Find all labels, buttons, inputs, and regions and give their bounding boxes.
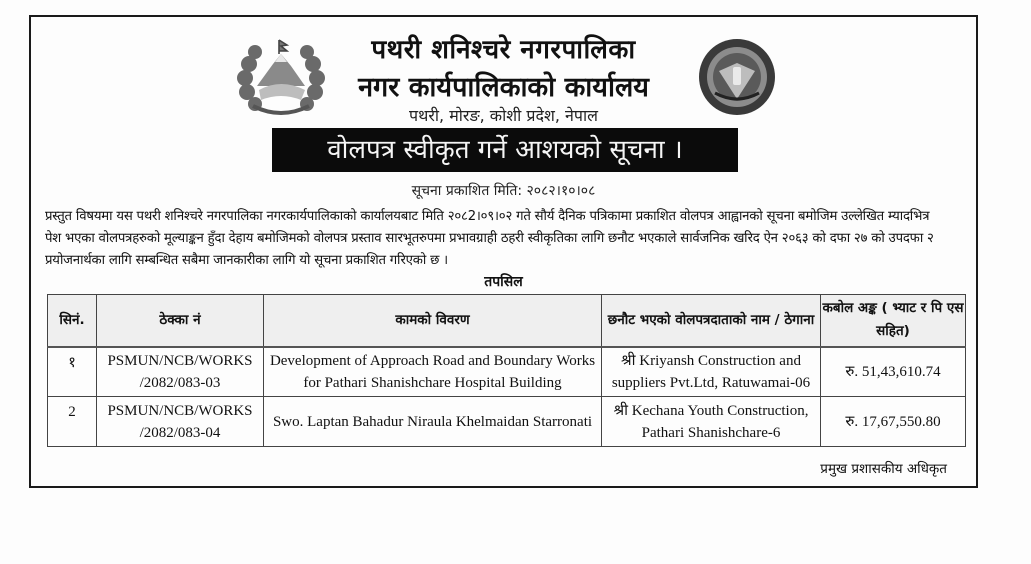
header-bid-amount: कबोल अङ्क ( भ्याट र पि एस सहित) xyxy=(821,295,966,347)
notice-title-banner: वोलपत्र स्वीकृत गर्ने आशयको सूचना । xyxy=(272,128,738,172)
cell-serial-no: 2 xyxy=(48,397,97,447)
notice-body-line: पेश भएका वोलपत्रहरुको मूल्याङ्कन हुँदा देहाय बमोजिमको वोलपत्र प्रस्ताव सारभूतरुपमा प्रभावग्राही ठहरी स्वीकृतिका लागि छनौट भएकाले सार्वजनिक खरिद ऐन २०६३ को दफा २७ को उपदफा २ xyxy=(45,231,934,246)
office-name: नगर कार्यपालिकाको कार्यालय xyxy=(358,72,649,103)
cell-contract-no: PSMUN/NCB/WORKS /2082/083-04 xyxy=(97,397,264,447)
notice-body xyxy=(45,206,965,272)
cell-serial-no: १ xyxy=(48,347,97,397)
office-address: पथरी, मोरङ, कोशी प्रदेश, नेपाल xyxy=(409,106,598,125)
notice-frame xyxy=(29,15,978,488)
cell-bid-amount: रु. 51,43,610.74 xyxy=(821,347,966,397)
cell-work-description: Development of Approach Road and Boundary Works for Pathari Shanishchare Hospital Building xyxy=(264,347,602,397)
table-row xyxy=(48,397,966,447)
cell-selected-bidder: श्री Kriyansh Construction and suppliers Pvt.Ltd, Ratuwamai-06 xyxy=(602,347,821,397)
schedule-heading: तपसिल xyxy=(484,274,523,290)
header-serial-no: सिनं. xyxy=(48,295,97,347)
cell-selected-bidder: श्री Kechana Youth Construction, Pathari Shanishchare-6 xyxy=(602,397,821,447)
notice-body-line: प्रयोजनार्थका लागि सम्बन्धित सबैमा जानकारीका लागि यो सूचना प्रकाशित गरिएको छ । xyxy=(45,253,448,268)
table-header-row xyxy=(48,295,966,347)
cell-contract-no: PSMUN/NCB/WORKS /2082/083-03 xyxy=(97,347,264,397)
municipality-name: पथरी शनिश्चरे नगरपालिका xyxy=(371,35,636,65)
cell-bid-amount: रु. 17,67,550.80 xyxy=(821,397,966,447)
published-date: सूचना प्रकाशित मिति: २०८२।१०।०८ xyxy=(411,183,596,199)
cell-work-description: Swo. Laptan Bahadur Niraula Khelmaidan Starronati xyxy=(264,397,602,447)
header-selected-bidder: छनौट भएको वोलपत्रदाताको नाम / ठेगाना xyxy=(602,295,821,347)
signatory-title: प्रमुख प्रशासकीय अधिकृत xyxy=(820,461,947,477)
table-row xyxy=(48,347,966,397)
selected-bids-table xyxy=(47,294,966,447)
header-work-description: कामको विवरण xyxy=(264,295,602,347)
header-contract-no: ठेक्का नं xyxy=(97,295,264,347)
notice-body-line: प्रस्तुत विषयमा यस पथरी शनिश्चरे नगरपालिका नगरकार्यपालिकाको कार्यालयबाट मिति २०८2।०९।०२ गते सौर्य दैनिक पत्रिकामा प्रकाशित वोलपत्र आह्वानको सूचना बमोजिम उल्लेखित म्यादभित्र xyxy=(45,209,930,224)
